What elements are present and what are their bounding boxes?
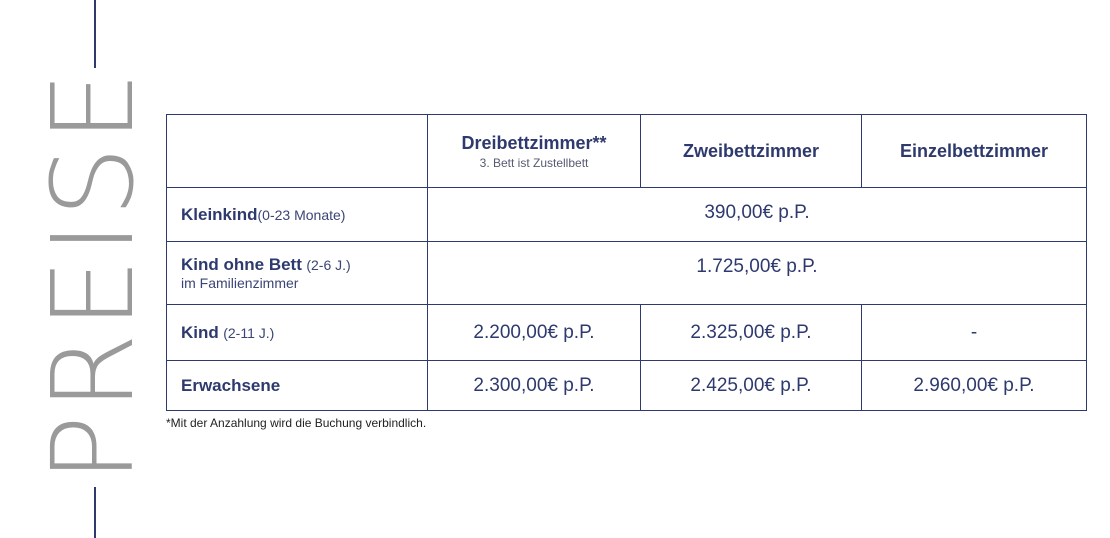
column-header-label: Zweibettzimmer (682, 140, 820, 161)
table-row (167, 361, 1087, 411)
table-row (167, 305, 1087, 361)
column-header-sublabel: 3. Bett ist Zustellbett (479, 155, 589, 170)
price-cell: - (862, 305, 1087, 361)
price-cell: 2.425,00€ p.P. (641, 361, 862, 411)
row-name: Kind (181, 322, 219, 342)
row-note: (2-11 J.) (223, 324, 275, 341)
table-row (167, 188, 1087, 242)
row-name: Kind ohne Bett (181, 255, 302, 274)
price-cell: 2.300,00€ p.P. (428, 361, 641, 411)
decorative-line-bottom (94, 487, 96, 538)
price-table (166, 114, 1087, 411)
price-cell: 2.960,00€ p.P. (862, 361, 1087, 411)
row-header-kind-ohne-bett (167, 242, 428, 305)
table-row (167, 242, 1087, 305)
side-title: PREISE (29, 67, 159, 483)
row-name: Erwachsene (181, 375, 281, 395)
table-header-row (167, 115, 1087, 188)
price-cell: 2.200,00€ p.P. (428, 305, 641, 361)
empty-header-cell (167, 115, 428, 188)
row-note-line2: im Familienzimmer (181, 275, 299, 291)
row-note: (0-23 Monate) (257, 206, 346, 223)
column-header-dreibettzimmer (428, 115, 641, 188)
price-cell-merged: 1.725,00€ p.P. (428, 242, 1087, 305)
row-note: (2-6 J.) (306, 257, 351, 273)
row-name: Kleinkind (181, 204, 258, 224)
row-header-kleinkind (167, 188, 428, 242)
row-header-erwachsene (167, 361, 428, 411)
footnote: *Mit der Anzahlung wird die Buchung verbindlich. (166, 416, 427, 430)
column-header-label: Dreibettzimmer** (461, 132, 607, 153)
price-cell-merged: 390,00€ p.P. (428, 188, 1087, 242)
column-header-label: Einzelbettzimmer (899, 140, 1049, 161)
decorative-line-top (94, 0, 96, 68)
column-header-einzelbettzimmer (862, 115, 1087, 188)
price-cell: 2.325,00€ p.P. (641, 305, 862, 361)
column-header-zweibettzimmer (641, 115, 862, 188)
row-header-kind (167, 305, 428, 361)
